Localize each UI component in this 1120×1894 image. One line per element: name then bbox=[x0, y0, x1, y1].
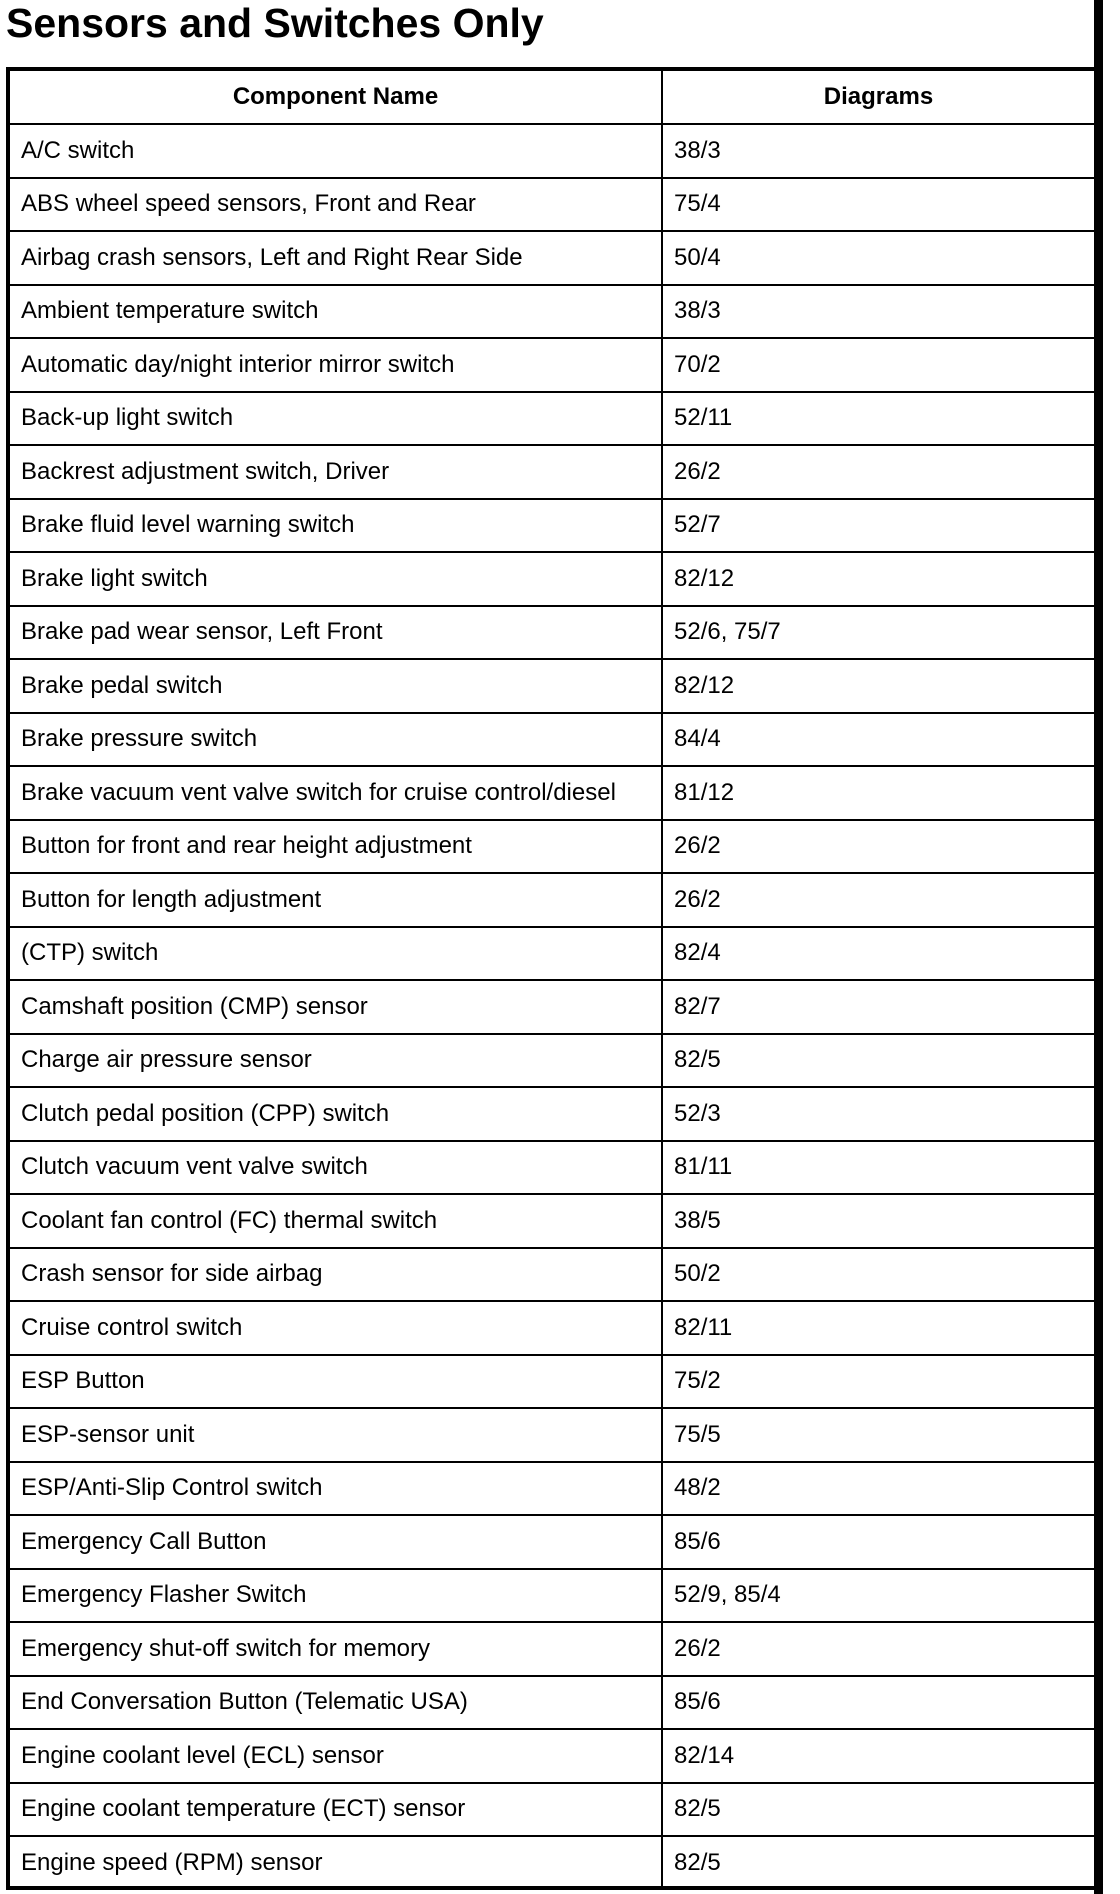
table-body bbox=[10, 124, 1094, 1890]
diagrams-cell: 85/6 bbox=[662, 1676, 1094, 1730]
component-name-cell: Crash sensor for side airbag bbox=[10, 1248, 662, 1302]
table-row bbox=[10, 445, 1094, 499]
component-name-cell: Airbag crash sensors, Left and Right Rear Side bbox=[10, 231, 662, 285]
component-name-cell: Brake fluid level warning switch bbox=[10, 499, 662, 553]
component-name-cell: Ambient temperature switch bbox=[10, 285, 662, 339]
component-name-cell: Charge air pressure sensor bbox=[10, 1034, 662, 1088]
component-name-cell: ESP/Anti-Slip Control switch bbox=[10, 1462, 662, 1516]
diagrams-cell: 26/2 bbox=[662, 820, 1094, 874]
header-diagrams: Diagrams bbox=[662, 71, 1094, 124]
diagrams-cell: 82/4 bbox=[662, 927, 1094, 981]
diagrams-cell: 70/2 bbox=[662, 338, 1094, 392]
component-name-cell: Engine speed (RPM) sensor bbox=[10, 1836, 662, 1890]
table-row bbox=[10, 392, 1094, 446]
component-name-cell: Brake pressure switch bbox=[10, 713, 662, 767]
components-table bbox=[10, 71, 1094, 1890]
table-row bbox=[10, 1515, 1094, 1569]
component-name-cell: ESP-sensor unit bbox=[10, 1408, 662, 1462]
table-row bbox=[10, 1836, 1094, 1890]
table-row bbox=[10, 1569, 1094, 1623]
diagrams-cell: 26/2 bbox=[662, 445, 1094, 499]
component-name-cell: Cruise control switch bbox=[10, 1301, 662, 1355]
diagrams-cell: 52/9, 85/4 bbox=[662, 1569, 1094, 1623]
component-name-cell: Emergency Flasher Switch bbox=[10, 1569, 662, 1623]
page-edge-rule bbox=[1094, 0, 1103, 1894]
diagrams-cell: 50/4 bbox=[662, 231, 1094, 285]
diagrams-cell: 82/5 bbox=[662, 1836, 1094, 1890]
component-name-cell: Emergency shut-off switch for memory bbox=[10, 1622, 662, 1676]
component-name-cell: Engine coolant level (ECL) sensor bbox=[10, 1729, 662, 1783]
diagrams-cell: 48/2 bbox=[662, 1462, 1094, 1516]
component-name-cell: Clutch pedal position (CPP) switch bbox=[10, 1087, 662, 1141]
diagrams-cell: 82/5 bbox=[662, 1783, 1094, 1837]
table-row bbox=[10, 1087, 1094, 1141]
diagrams-cell: 82/14 bbox=[662, 1729, 1094, 1783]
diagrams-cell: 75/2 bbox=[662, 1355, 1094, 1409]
table-row bbox=[10, 1676, 1094, 1730]
table-row bbox=[10, 1301, 1094, 1355]
diagrams-cell: 84/4 bbox=[662, 713, 1094, 767]
table-row bbox=[10, 552, 1094, 606]
diagrams-cell: 52/11 bbox=[662, 392, 1094, 446]
table-row bbox=[10, 1462, 1094, 1516]
diagrams-cell: 75/5 bbox=[662, 1408, 1094, 1462]
diagrams-cell: 82/12 bbox=[662, 659, 1094, 713]
component-name-cell: Coolant fan control (FC) thermal switch bbox=[10, 1194, 662, 1248]
diagrams-cell: 26/2 bbox=[662, 1622, 1094, 1676]
diagrams-cell: 52/3 bbox=[662, 1087, 1094, 1141]
diagrams-cell: 52/6, 75/7 bbox=[662, 606, 1094, 660]
component-name-cell: Backrest adjustment switch, Driver bbox=[10, 445, 662, 499]
component-name-cell: Brake light switch bbox=[10, 552, 662, 606]
table-row bbox=[10, 1408, 1094, 1462]
table-row bbox=[10, 713, 1094, 767]
table-row bbox=[10, 1729, 1094, 1783]
table-row bbox=[10, 1194, 1094, 1248]
table-row bbox=[10, 178, 1094, 232]
table-row bbox=[10, 124, 1094, 178]
component-name-cell: Engine coolant temperature (ECT) sensor bbox=[10, 1783, 662, 1837]
component-name-cell: Brake pedal switch bbox=[10, 659, 662, 713]
table-row bbox=[10, 1248, 1094, 1302]
header-component-name: Component Name bbox=[10, 71, 662, 124]
table-row bbox=[10, 338, 1094, 392]
diagrams-cell: 82/5 bbox=[662, 1034, 1094, 1088]
table-row bbox=[10, 231, 1094, 285]
component-name-cell: Button for front and rear height adjustment bbox=[10, 820, 662, 874]
diagrams-cell: 82/7 bbox=[662, 980, 1094, 1034]
component-name-cell: Camshaft position (CMP) sensor bbox=[10, 980, 662, 1034]
diagrams-cell: 38/3 bbox=[662, 285, 1094, 339]
table-row bbox=[10, 873, 1094, 927]
table-row bbox=[10, 820, 1094, 874]
table-header-row bbox=[10, 71, 1094, 124]
components-table-frame bbox=[6, 67, 1094, 1890]
component-name-cell: Brake pad wear sensor, Left Front bbox=[10, 606, 662, 660]
component-name-cell: Back-up light switch bbox=[10, 392, 662, 446]
diagrams-cell: 38/5 bbox=[662, 1194, 1094, 1248]
diagrams-cell: 38/3 bbox=[662, 124, 1094, 178]
table-row bbox=[10, 1141, 1094, 1195]
diagrams-cell: 82/11 bbox=[662, 1301, 1094, 1355]
diagrams-cell: 81/12 bbox=[662, 766, 1094, 820]
table-row bbox=[10, 766, 1094, 820]
table-row bbox=[10, 499, 1094, 553]
table-row bbox=[10, 1622, 1094, 1676]
page-title: Sensors and Switches Only bbox=[6, 0, 544, 46]
component-name-cell: Clutch vacuum vent valve switch bbox=[10, 1141, 662, 1195]
component-name-cell: Emergency Call Button bbox=[10, 1515, 662, 1569]
component-name-cell: End Conversation Button (Telematic USA) bbox=[10, 1676, 662, 1730]
diagrams-cell: 50/2 bbox=[662, 1248, 1094, 1302]
component-name-cell: A/C switch bbox=[10, 124, 662, 178]
diagrams-cell: 82/12 bbox=[662, 552, 1094, 606]
table-row bbox=[10, 1355, 1094, 1409]
table-row bbox=[10, 285, 1094, 339]
component-name-cell: (CTP) switch bbox=[10, 927, 662, 981]
diagrams-cell: 52/7 bbox=[662, 499, 1094, 553]
component-name-cell: ABS wheel speed sensors, Front and Rear bbox=[10, 178, 662, 232]
diagrams-cell: 75/4 bbox=[662, 178, 1094, 232]
table-row bbox=[10, 659, 1094, 713]
diagrams-cell: 81/11 bbox=[662, 1141, 1094, 1195]
diagrams-cell: 26/2 bbox=[662, 873, 1094, 927]
component-name-cell: ESP Button bbox=[10, 1355, 662, 1409]
diagrams-cell: 85/6 bbox=[662, 1515, 1094, 1569]
table-row bbox=[10, 927, 1094, 981]
table-row bbox=[10, 1034, 1094, 1088]
table-row bbox=[10, 1783, 1094, 1837]
component-name-cell: Automatic day/night interior mirror switch bbox=[10, 338, 662, 392]
component-name-cell: Brake vacuum vent valve switch for cruise control/diesel bbox=[10, 766, 662, 820]
table-row bbox=[10, 606, 1094, 660]
table-row bbox=[10, 980, 1094, 1034]
component-name-cell: Button for length adjustment bbox=[10, 873, 662, 927]
